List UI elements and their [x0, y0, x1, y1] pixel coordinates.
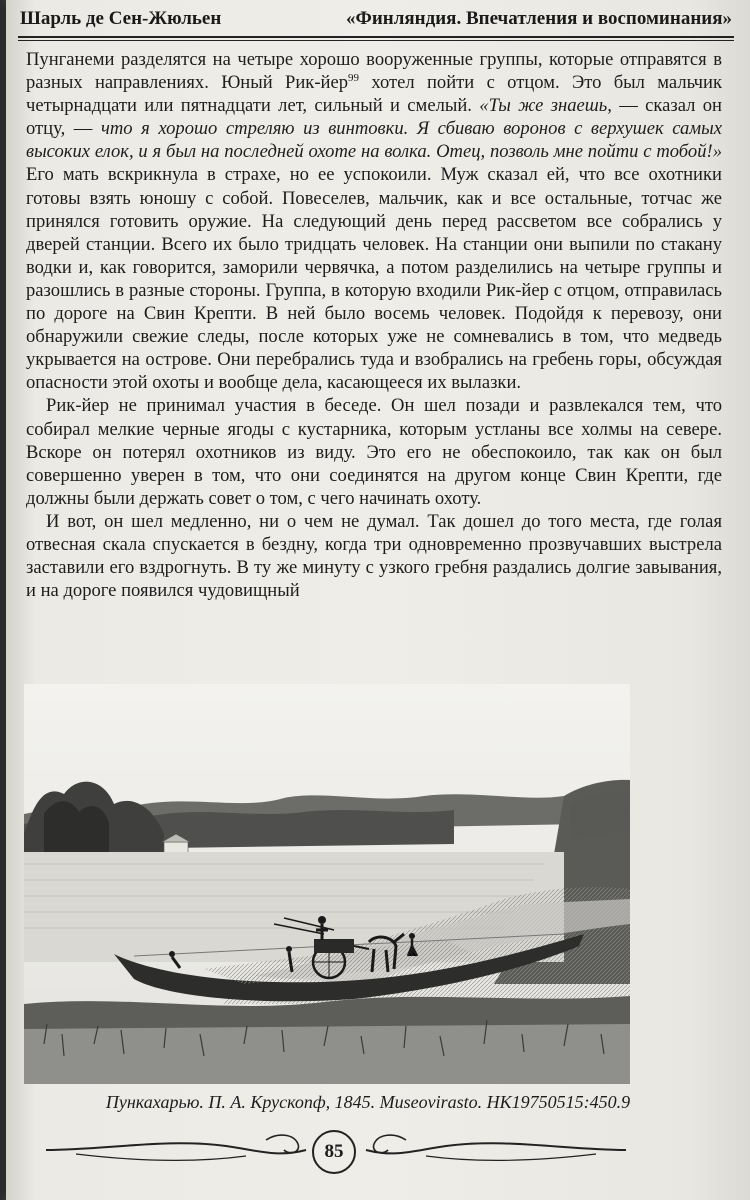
paragraph-1-text-a: Пунганеми разделятся на четыре хорошо вооруженные группы, которые отправятся в разных направлениях. Юный Рик-йер	[26, 49, 722, 94]
paragraph-1-quote-a: «Ты же знаешь,	[479, 95, 612, 117]
header-author: Шарль де Сен-Жюльен	[20, 8, 222, 29]
page-number: 85	[312, 1130, 356, 1174]
body-text	[26, 48, 722, 602]
paragraph-1-text-d: Его мать вскрикнула в страхе, но ее успокоили. Муж сказал ей, что все охотники готовы взять юношу с собой. Повеселев, мальчик, как и все остальные, тотчас же принялся готовить оружие. На следующий день перед рассветом все собрались у дверей станции. Всего их было тридцать человек. На станции они выпили по стакану водки и, как говорится, заморили червячка, а потом разделились на четыре группы и разошлись в разные стороны. Группа, в которую входили Рик-йер с отцом, отправилась по дороге на Свин Крепти. В ней было восемь человек. Подойдя к перевозу, они обнаружили свежие следы, после которых уже не сомневались в том, что медведь укрывается на острове. Они перебрались туда и взобрались на гребень горы, обсуждая опасности этой охоты и вообще дела, касающееся их вылазки.	[26, 164, 722, 394]
paragraph-1	[26, 48, 722, 394]
page-footer	[16, 1120, 736, 1180]
header-rule	[18, 36, 734, 41]
paragraph-1-text-b: хотел пойти с отцом. Это был мальчик четырнадцати или пятнадцати лет, сильный и смелый.	[26, 72, 723, 117]
footnote-ref: 99	[348, 71, 360, 84]
paragraph-1-quote-b: что я хорошо стреляю из винтовки. Я сбиваю воронов с верхушек самых высоких елок, и я был на последней охоте на волка. Отец, позволь мне пойти с тобой!»	[26, 118, 722, 163]
ornament-flourish	[16, 1120, 736, 1180]
book-page	[6, 0, 750, 1200]
paragraph-2: Рик-йер не принимал участия в беседе. Он шел позади и развлекался тем, что собирал мелкие черные ягоды с кустарника, которым устланы все холмы на севере. Вскоре он потерял охотников из виду. Это его не обеспокоило, так как он был совершенно уверен в том, что они соединятся на другом конце Свин Крепти, где должны были держать совет о том, с чего начинать охоту.	[26, 395, 722, 509]
lake-landscape-engraving	[24, 684, 630, 1084]
paragraph-1-text-c: — сказал он отцу, —	[26, 95, 722, 140]
engraving-illustration	[24, 684, 630, 1084]
paragraph-3: И вот, он шел медленно, ни о чем не думал. Так дошел до того места, где голая отвесная скала спускается в бездну, когда три одновременно прозвучавших выстрела заставили его вздрогнуть. В ту же минуту с узкого гребня раздались долгие завывания, и на дороге появился чудовищный	[26, 510, 722, 602]
header-book-title: «Финляндия. Впечатления и воспоминания»	[346, 8, 732, 29]
figure-caption: Пункахарью. П. А. Крускопф, 1845. Museovirasto. HK19750515:450.9	[105, 1092, 631, 1112]
running-header	[20, 4, 732, 34]
